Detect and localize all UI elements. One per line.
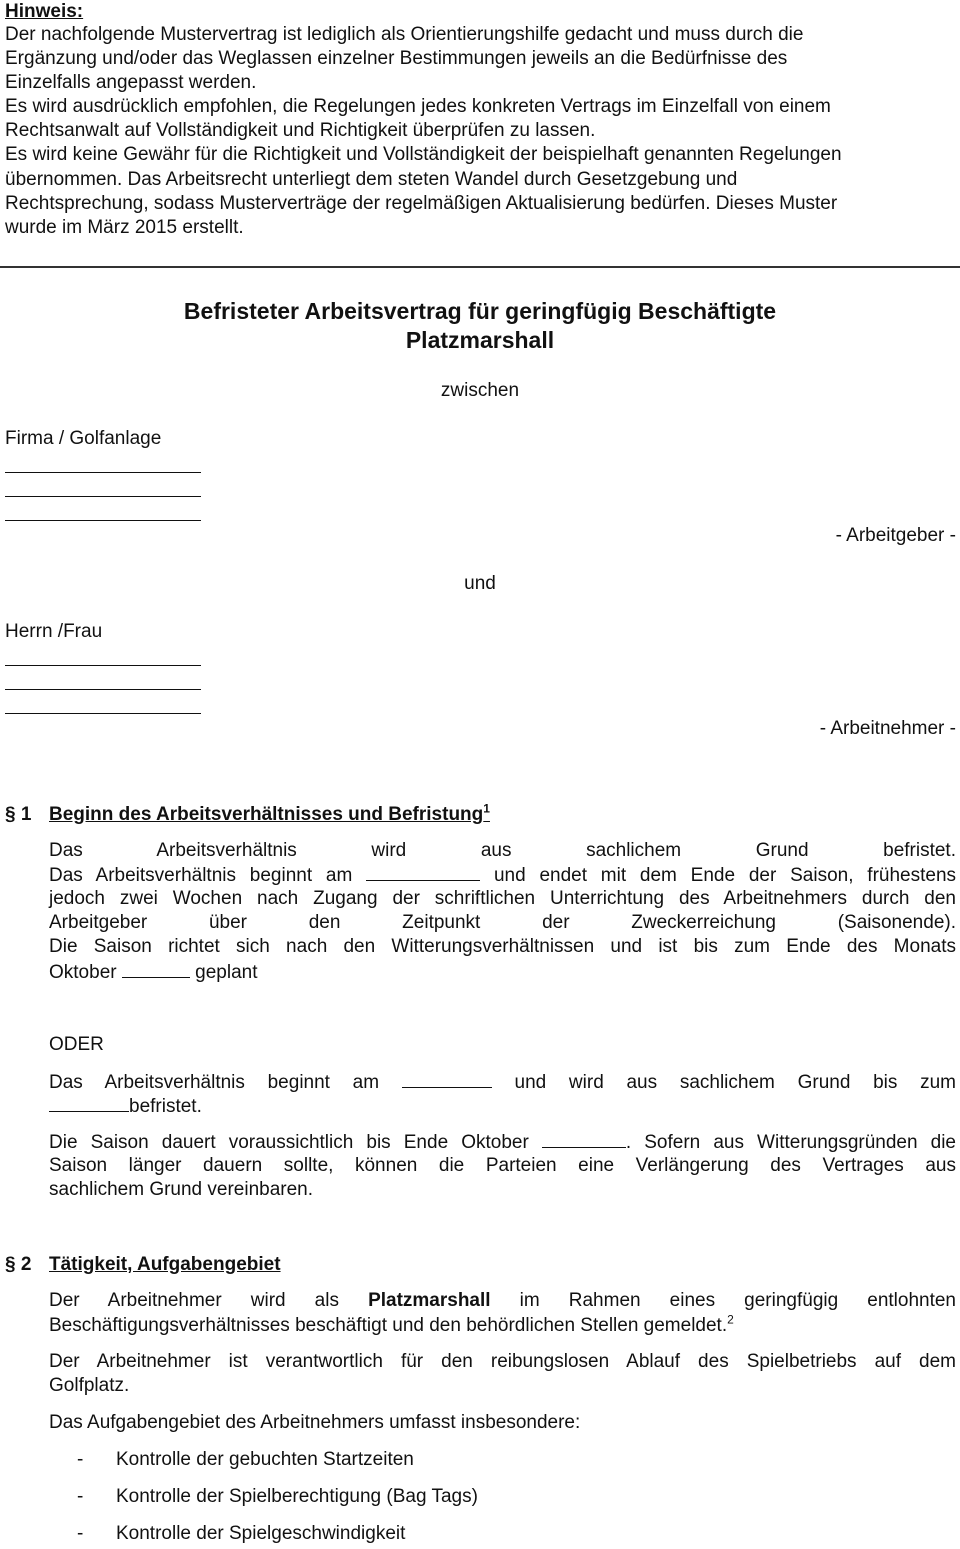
para-line: Arbeitgeber über den Zeitpunkt der Zweckerreichung (Saisonende). [49,912,956,933]
employer-field[interactable] [5,472,201,473]
para-line [49,863,956,887]
document-title: Befristeter Arbeitsvertrag für geringfügig Beschäftigte [183,298,777,324]
section-2-number: § 2 [5,1254,32,1275]
para-line: Der Arbeitnehmer ist verantwortlich für den reibungslosen Ablauf des Spielbetriebs auf dem [49,1351,956,1372]
between-label: zwischen [440,380,520,401]
para-line [49,1314,734,1338]
para-line: Die Saison richtet sich nach den Witterungsverhältnissen und ist bis zum Ende des Monats [49,936,956,957]
text: . Sofern aus Witterungsgründen die [625,1132,957,1153]
para-line: Das Aufgabengebiet des Arbeitnehmers umfasst insbesondere: [49,1412,581,1433]
footnote-ref: 2 [727,1312,734,1327]
or-label: ODER [49,1034,104,1055]
task-text: Kontrolle der Spielberechtigung (Bag Tags) [116,1486,478,1507]
para-line [49,1289,956,1313]
employer-role: - Arbeitgeber - [835,525,956,546]
year-field[interactable] [122,960,190,978]
notice-line: Es wird ausdrücklich empfohlen, die Regelungen jedes konkreten Vertrags im Einzelfall von einem [5,96,831,117]
employee-field[interactable] [5,713,201,714]
notice-line: Einzelfalls angepasst werden. [5,72,257,93]
text: im Rahmen eines geringfügig entlohnten [519,1290,956,1311]
bullet: - [77,1486,84,1507]
employee-field[interactable] [5,689,201,690]
notice-line: Rechtsprechung, sodass Musterverträge der regelmäßigen Aktualisierung bedürfen. Dieses Muster [5,193,838,214]
and-label: und [464,573,496,594]
para-line: jedoch zwei Wochen nach Zugang der schriftlichen Unterrichtung des Arbeitnehmers durch den [49,888,956,909]
employer-label: Firma / Golfanlage [5,428,162,449]
document-subtitle: Platzmarshall [405,327,555,353]
notice-line: übernommen. Das Arbeitsrecht unterliegt dem steten Wandel durch Gesetzgebung und [5,169,738,190]
task-text: Kontrolle der Spielgeschwindigkeit [116,1523,406,1544]
bullet: - [77,1449,84,1470]
task-text: Kontrolle der gebuchten Startzeiten [116,1449,414,1470]
start-date-field[interactable] [402,1070,492,1088]
section-2-heading: Tätigkeit, Aufgabengebiet [49,1254,281,1275]
text: und endet mit dem Ende der Saison, frühestens [493,865,957,886]
text: Die Saison dauert voraussichtlich bis Ende Oktober [49,1132,529,1153]
list-item [0,1448,960,1472]
text: und wird aus sachlichem Grund bis zum [514,1072,957,1093]
bullet: - [77,1523,84,1544]
employee-field[interactable] [5,665,201,666]
para-line: Golfplatz. [49,1375,130,1396]
footnote-ref: 1 [483,801,490,816]
notice-line: Rechtsanwalt auf Vollständigkeit und Richtigkeit überprüfen zu lassen. [5,120,596,141]
notice-line: Der nachfolgende Mustervertrag ist lediglich als Orientierungshilfe gedacht und muss durch die [5,24,804,45]
employee-label: Herrn /Frau [5,621,103,642]
para-line: sachlichem Grund vereinbaren. [49,1179,314,1200]
notice-line: Es wird keine Gewähr für die Richtigkeit und Vollständigkeit der beispielhaft genannten Regelungen [5,144,842,165]
role-name: Platzmarshall [368,1290,491,1311]
para-line: Das Arbeitsverhältnis wird aus sachlichem Grund befristet. [49,840,956,861]
para-line [49,1130,956,1154]
para-line: Saison länger dauern sollte, können die Parteien eine Verlängerung des Vertrages aus [49,1155,956,1176]
text: Das Arbeitsverhältnis beginnt am [49,865,353,886]
divider [0,266,960,268]
text: Beschäftigungsverhältnisses beschäftigt und den behördlichen Stellen gemeldet. [49,1315,728,1336]
section-1-heading [49,803,490,827]
para-line [49,1094,202,1118]
section-heading-text: Beginn des Arbeitsverhältnisses und Befristung [49,804,484,825]
list-item [0,1485,960,1509]
text: Das Arbeitsverhältnis beginnt am [49,1072,380,1093]
end-date-field[interactable] [49,1094,129,1112]
section-1-number: § 1 [5,804,32,825]
start-date-field[interactable] [366,863,480,881]
notice-heading: Hinweis: [5,1,84,22]
employee-role: - Arbeitnehmer - [819,718,956,739]
para-line [49,960,258,984]
text: befristet. [129,1096,202,1117]
para-line [49,1070,956,1094]
text: Der Arbeitnehmer wird als [49,1290,339,1311]
employer-field[interactable] [5,496,201,497]
notice-line: wurde im März 2015 erstellt. [5,217,244,238]
notice-line: Ergänzung und/oder das Weglassen einzelner Bestimmungen jeweils an die Bedürfnisse des [5,48,788,69]
text: Oktober [49,962,117,983]
text: geplant [195,962,258,983]
year-field[interactable] [542,1130,626,1148]
employer-field[interactable] [5,520,201,521]
list-item [0,1522,960,1546]
